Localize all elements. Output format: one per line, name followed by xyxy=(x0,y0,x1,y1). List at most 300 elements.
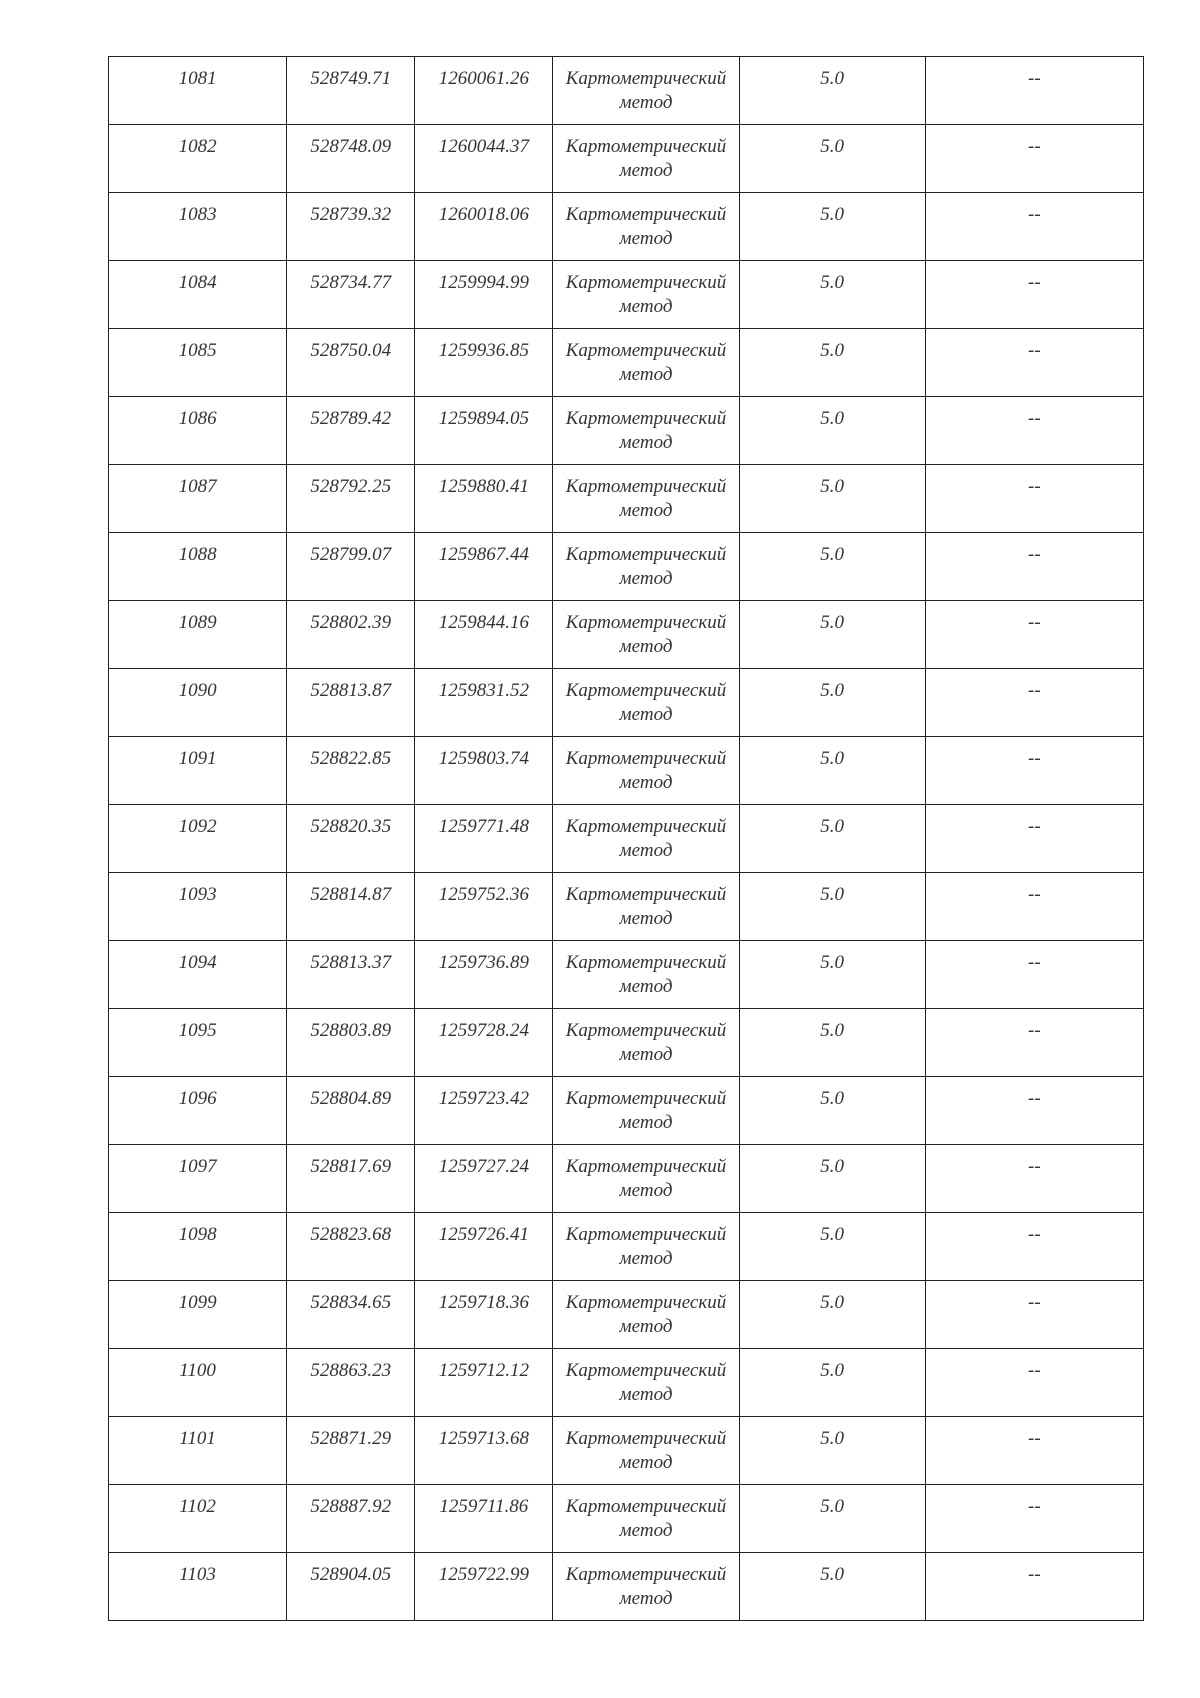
point-number-cell xyxy=(109,601,287,669)
accuracy-text: 5.0 xyxy=(820,612,845,633)
y-coordinate-cell xyxy=(415,57,553,125)
method-cell xyxy=(553,125,739,193)
table-row xyxy=(109,805,1144,873)
y-coordinate-text: 1260061.26 xyxy=(438,68,529,89)
description-text: -- xyxy=(1028,136,1041,157)
point-number-cell xyxy=(109,533,287,601)
method-cell xyxy=(553,1213,739,1281)
accuracy-text: 5.0 xyxy=(820,1088,845,1109)
point-number-text: 1090 xyxy=(178,680,217,701)
y-coordinate-text: 1259712.12 xyxy=(438,1360,529,1381)
y-coordinate-cell xyxy=(415,669,553,737)
point-number-cell xyxy=(109,1009,287,1077)
point-number-text: 1083 xyxy=(178,204,217,225)
description-text: -- xyxy=(1028,1224,1041,1245)
description-text: -- xyxy=(1028,68,1041,89)
description-cell xyxy=(925,1553,1143,1621)
method-text: Картометрический метод xyxy=(565,884,727,929)
y-coordinate-text: 1259994.99 xyxy=(438,272,529,293)
method-cell xyxy=(553,601,739,669)
method-cell xyxy=(553,1077,739,1145)
point-number-text: 1096 xyxy=(178,1088,217,1109)
y-coordinate-text: 1259727.24 xyxy=(438,1156,529,1177)
x-coordinate-cell xyxy=(287,1077,415,1145)
table-row xyxy=(109,669,1144,737)
x-coordinate-text: 528834.65 xyxy=(310,1292,392,1313)
x-coordinate-text: 528813.87 xyxy=(310,680,392,701)
accuracy-text: 5.0 xyxy=(820,476,845,497)
point-number-cell xyxy=(109,737,287,805)
method-cell xyxy=(553,805,739,873)
method-cell xyxy=(553,1009,739,1077)
y-coordinate-cell xyxy=(415,397,553,465)
x-coordinate-cell xyxy=(287,261,415,329)
description-cell xyxy=(925,805,1143,873)
description-text: -- xyxy=(1028,1564,1041,1585)
x-coordinate-text: 528799.07 xyxy=(310,544,392,565)
point-number-cell xyxy=(109,329,287,397)
y-coordinate-cell xyxy=(415,261,553,329)
point-number-text: 1100 xyxy=(179,1360,216,1381)
description-cell xyxy=(925,1349,1143,1417)
x-coordinate-cell xyxy=(287,1145,415,1213)
point-number-cell xyxy=(109,193,287,261)
accuracy-text: 5.0 xyxy=(820,1020,845,1041)
table-row xyxy=(109,1485,1144,1553)
y-coordinate-cell xyxy=(415,1077,553,1145)
accuracy-text: 5.0 xyxy=(820,1360,845,1381)
method-text: Картометрический метод xyxy=(565,544,727,589)
y-coordinate-text: 1259894.05 xyxy=(438,408,529,429)
description-text: -- xyxy=(1028,476,1041,497)
x-coordinate-text: 528871.29 xyxy=(310,1428,392,1449)
accuracy-text: 5.0 xyxy=(820,748,845,769)
x-coordinate-cell xyxy=(287,1553,415,1621)
x-coordinate-cell xyxy=(287,397,415,465)
accuracy-cell xyxy=(739,669,925,737)
y-coordinate-cell xyxy=(415,873,553,941)
y-coordinate-cell xyxy=(415,1281,553,1349)
x-coordinate-text: 528802.39 xyxy=(310,612,392,633)
point-number-cell xyxy=(109,1553,287,1621)
x-coordinate-text: 528863.23 xyxy=(310,1360,392,1381)
y-coordinate-cell xyxy=(415,1145,553,1213)
table-row xyxy=(109,1553,1144,1621)
y-coordinate-text: 1260018.06 xyxy=(438,204,529,225)
x-coordinate-text: 528820.35 xyxy=(310,816,392,837)
description-cell xyxy=(925,601,1143,669)
method-text: Картометрический метод xyxy=(565,204,727,249)
method-cell xyxy=(553,1349,739,1417)
table-row xyxy=(109,465,1144,533)
accuracy-cell xyxy=(739,261,925,329)
y-coordinate-text: 1259936.85 xyxy=(438,340,529,361)
x-coordinate-text: 528739.32 xyxy=(310,204,392,225)
point-number-text: 1103 xyxy=(179,1564,216,1585)
description-text: -- xyxy=(1028,612,1041,633)
point-number-cell xyxy=(109,57,287,125)
method-cell xyxy=(553,533,739,601)
method-cell xyxy=(553,873,739,941)
method-cell xyxy=(553,1417,739,1485)
method-cell xyxy=(553,1553,739,1621)
table-row xyxy=(109,1009,1144,1077)
accuracy-text: 5.0 xyxy=(820,1156,845,1177)
method-cell xyxy=(553,1485,739,1553)
x-coordinate-text: 528734.77 xyxy=(310,272,392,293)
description-text: -- xyxy=(1028,408,1041,429)
x-coordinate-text: 528748.09 xyxy=(310,136,392,157)
y-coordinate-text: 1259880.41 xyxy=(438,476,529,497)
y-coordinate-text: 1259728.24 xyxy=(438,1020,529,1041)
method-text: Картометрический метод xyxy=(565,816,727,861)
method-text: Картометрический метод xyxy=(565,1088,727,1133)
method-cell xyxy=(553,465,739,533)
method-text: Картометрический метод xyxy=(565,1496,727,1541)
description-cell xyxy=(925,465,1143,533)
method-text: Картометрический метод xyxy=(565,1292,727,1337)
accuracy-cell xyxy=(739,397,925,465)
point-number-text: 1099 xyxy=(178,1292,217,1313)
accuracy-text: 5.0 xyxy=(820,1292,845,1313)
accuracy-cell xyxy=(739,193,925,261)
accuracy-text: 5.0 xyxy=(820,680,845,701)
y-coordinate-text: 1259831.52 xyxy=(438,680,529,701)
method-text: Картометрический метод xyxy=(565,1428,727,1473)
method-text: Картометрический метод xyxy=(565,1224,727,1269)
point-number-text: 1092 xyxy=(178,816,217,837)
accuracy-cell xyxy=(739,601,925,669)
x-coordinate-cell xyxy=(287,1281,415,1349)
accuracy-text: 5.0 xyxy=(820,952,845,973)
y-coordinate-cell xyxy=(415,1553,553,1621)
point-number-text: 1082 xyxy=(178,136,217,157)
description-cell xyxy=(925,1417,1143,1485)
table-row xyxy=(109,737,1144,805)
method-cell xyxy=(553,193,739,261)
point-number-text: 1081 xyxy=(178,68,217,89)
description-cell xyxy=(925,57,1143,125)
description-cell xyxy=(925,125,1143,193)
method-text: Картометрический метод xyxy=(565,612,727,657)
accuracy-text: 5.0 xyxy=(820,1224,845,1245)
x-coordinate-cell xyxy=(287,1349,415,1417)
y-coordinate-text: 1259752.36 xyxy=(438,884,529,905)
x-coordinate-cell xyxy=(287,193,415,261)
accuracy-text: 5.0 xyxy=(820,884,845,905)
method-text: Картометрический метод xyxy=(565,340,727,385)
point-number-cell xyxy=(109,669,287,737)
y-coordinate-cell xyxy=(415,1213,553,1281)
point-number-cell xyxy=(109,1417,287,1485)
method-text: Картометрический метод xyxy=(565,68,727,113)
y-coordinate-cell xyxy=(415,193,553,261)
accuracy-cell xyxy=(739,125,925,193)
point-number-cell xyxy=(109,873,287,941)
y-coordinate-text: 1259844.16 xyxy=(438,612,529,633)
accuracy-cell xyxy=(739,465,925,533)
y-coordinate-text: 1259803.74 xyxy=(438,748,529,769)
x-coordinate-text: 528823.68 xyxy=(310,1224,392,1245)
y-coordinate-text: 1259713.68 xyxy=(438,1428,529,1449)
point-number-text: 1085 xyxy=(178,340,217,361)
method-text: Картометрический метод xyxy=(565,136,727,181)
description-cell xyxy=(925,1485,1143,1553)
x-coordinate-cell xyxy=(287,737,415,805)
point-number-text: 1101 xyxy=(179,1428,216,1449)
description-cell xyxy=(925,397,1143,465)
y-coordinate-text: 1259771.48 xyxy=(438,816,529,837)
description-cell xyxy=(925,1213,1143,1281)
method-cell xyxy=(553,1281,739,1349)
description-text: -- xyxy=(1028,1496,1041,1517)
accuracy-cell xyxy=(739,1145,925,1213)
y-coordinate-text: 1259718.36 xyxy=(438,1292,529,1313)
accuracy-text: 5.0 xyxy=(820,1428,845,1449)
method-cell xyxy=(553,669,739,737)
table-row xyxy=(109,533,1144,601)
description-text: -- xyxy=(1028,1428,1041,1449)
description-text: -- xyxy=(1028,1360,1041,1381)
x-coordinate-text: 528887.92 xyxy=(310,1496,392,1517)
method-text: Картометрический метод xyxy=(565,1020,727,1065)
accuracy-text: 5.0 xyxy=(820,272,845,293)
method-text: Картометрический метод xyxy=(565,1156,727,1201)
accuracy-cell xyxy=(739,941,925,1009)
accuracy-text: 5.0 xyxy=(820,816,845,837)
x-coordinate-cell xyxy=(287,601,415,669)
method-cell xyxy=(553,737,739,805)
description-text: -- xyxy=(1028,272,1041,293)
point-number-text: 1088 xyxy=(178,544,217,565)
method-cell xyxy=(553,57,739,125)
x-coordinate-text: 528749.71 xyxy=(310,68,392,89)
description-cell xyxy=(925,873,1143,941)
point-number-text: 1089 xyxy=(178,612,217,633)
y-coordinate-text: 1259867.44 xyxy=(438,544,529,565)
x-coordinate-text: 528814.87 xyxy=(310,884,392,905)
x-coordinate-cell xyxy=(287,669,415,737)
accuracy-cell xyxy=(739,1553,925,1621)
accuracy-text: 5.0 xyxy=(820,136,845,157)
table-row xyxy=(109,1077,1144,1145)
table-row xyxy=(109,193,1144,261)
method-text: Картометрический метод xyxy=(565,748,727,793)
y-coordinate-text: 1259726.41 xyxy=(438,1224,529,1245)
coordinates-table xyxy=(108,56,1144,1621)
x-coordinate-cell xyxy=(287,533,415,601)
description-text: -- xyxy=(1028,680,1041,701)
accuracy-cell xyxy=(739,1009,925,1077)
point-number-text: 1084 xyxy=(178,272,217,293)
method-cell xyxy=(553,941,739,1009)
description-cell xyxy=(925,193,1143,261)
y-coordinate-cell xyxy=(415,1485,553,1553)
description-cell xyxy=(925,737,1143,805)
point-number-cell xyxy=(109,125,287,193)
point-number-cell xyxy=(109,1349,287,1417)
accuracy-cell xyxy=(739,805,925,873)
point-number-text: 1102 xyxy=(179,1496,216,1517)
y-coordinate-cell xyxy=(415,941,553,1009)
point-number-cell xyxy=(109,941,287,1009)
method-text: Картометрический метод xyxy=(565,952,727,997)
table-row xyxy=(109,873,1144,941)
x-coordinate-text: 528750.04 xyxy=(310,340,392,361)
x-coordinate-text: 528804.89 xyxy=(310,1088,392,1109)
x-coordinate-text: 528803.89 xyxy=(310,1020,392,1041)
point-number-text: 1086 xyxy=(178,408,217,429)
description-text: -- xyxy=(1028,204,1041,225)
x-coordinate-cell xyxy=(287,1213,415,1281)
point-number-cell xyxy=(109,1281,287,1349)
description-cell xyxy=(925,261,1143,329)
accuracy-cell xyxy=(739,1213,925,1281)
y-coordinate-cell xyxy=(415,1417,553,1485)
method-text: Картометрический метод xyxy=(565,680,727,725)
point-number-text: 1093 xyxy=(178,884,217,905)
point-number-cell xyxy=(109,1077,287,1145)
accuracy-text: 5.0 xyxy=(820,544,845,565)
description-text: -- xyxy=(1028,340,1041,361)
table-row xyxy=(109,397,1144,465)
point-number-text: 1087 xyxy=(178,476,217,497)
table-row xyxy=(109,1213,1144,1281)
description-cell xyxy=(925,329,1143,397)
point-number-cell xyxy=(109,261,287,329)
x-coordinate-cell xyxy=(287,1009,415,1077)
method-cell xyxy=(553,1145,739,1213)
y-coordinate-cell xyxy=(415,805,553,873)
description-text: -- xyxy=(1028,1020,1041,1041)
description-cell xyxy=(925,533,1143,601)
y-coordinate-cell xyxy=(415,737,553,805)
x-coordinate-text: 528792.25 xyxy=(310,476,392,497)
accuracy-cell xyxy=(739,1349,925,1417)
point-number-cell xyxy=(109,1485,287,1553)
x-coordinate-text: 528822.85 xyxy=(310,748,392,769)
table-row xyxy=(109,329,1144,397)
point-number-text: 1091 xyxy=(178,748,217,769)
accuracy-text: 5.0 xyxy=(820,204,845,225)
y-coordinate-text: 1259711.86 xyxy=(439,1496,529,1517)
point-number-cell xyxy=(109,1145,287,1213)
x-coordinate-cell xyxy=(287,873,415,941)
y-coordinate-cell xyxy=(415,533,553,601)
table-row xyxy=(109,57,1144,125)
table-row xyxy=(109,941,1144,1009)
method-cell xyxy=(553,261,739,329)
x-coordinate-text: 528813.37 xyxy=(310,952,392,973)
description-text: -- xyxy=(1028,1088,1041,1109)
method-text: Картометрический метод xyxy=(565,1360,727,1405)
description-cell xyxy=(925,1145,1143,1213)
method-text: Картометрический метод xyxy=(565,408,727,453)
point-number-text: 1094 xyxy=(178,952,217,973)
x-coordinate-cell xyxy=(287,329,415,397)
x-coordinate-cell xyxy=(287,1485,415,1553)
y-coordinate-text: 1259722.99 xyxy=(438,1564,529,1585)
y-coordinate-text: 1260044.37 xyxy=(438,136,529,157)
accuracy-cell xyxy=(739,1077,925,1145)
y-coordinate-cell xyxy=(415,1009,553,1077)
x-coordinate-cell xyxy=(287,57,415,125)
x-coordinate-text: 528904.05 xyxy=(310,1564,392,1585)
description-cell xyxy=(925,1077,1143,1145)
description-text: -- xyxy=(1028,1156,1041,1177)
table-row xyxy=(109,1145,1144,1213)
method-text: Картометрический метод xyxy=(565,1564,727,1609)
x-coordinate-cell xyxy=(287,805,415,873)
accuracy-text: 5.0 xyxy=(820,408,845,429)
x-coordinate-cell xyxy=(287,941,415,1009)
accuracy-cell xyxy=(739,873,925,941)
accuracy-cell xyxy=(739,1485,925,1553)
method-cell xyxy=(553,397,739,465)
table-row xyxy=(109,1349,1144,1417)
y-coordinate-cell xyxy=(415,1349,553,1417)
document-page xyxy=(108,56,1144,1621)
point-number-cell xyxy=(109,397,287,465)
method-text: Картометрический метод xyxy=(565,476,727,521)
x-coordinate-text: 528817.69 xyxy=(310,1156,392,1177)
method-text: Картометрический метод xyxy=(565,272,727,317)
method-cell xyxy=(553,329,739,397)
description-cell xyxy=(925,1281,1143,1349)
point-number-text: 1098 xyxy=(178,1224,217,1245)
point-number-cell xyxy=(109,465,287,533)
accuracy-text: 5.0 xyxy=(820,1564,845,1585)
point-number-cell xyxy=(109,1213,287,1281)
x-coordinate-cell xyxy=(287,125,415,193)
y-coordinate-text: 1259723.42 xyxy=(438,1088,529,1109)
accuracy-cell xyxy=(739,1417,925,1485)
point-number-text: 1095 xyxy=(178,1020,217,1041)
accuracy-text: 5.0 xyxy=(820,340,845,361)
accuracy-cell xyxy=(739,57,925,125)
description-text: -- xyxy=(1028,952,1041,973)
accuracy-cell xyxy=(739,329,925,397)
x-coordinate-text: 528789.42 xyxy=(310,408,392,429)
description-text: -- xyxy=(1028,884,1041,905)
accuracy-cell xyxy=(739,1281,925,1349)
x-coordinate-cell xyxy=(287,1417,415,1485)
y-coordinate-cell xyxy=(415,329,553,397)
description-text: -- xyxy=(1028,544,1041,565)
x-coordinate-cell xyxy=(287,465,415,533)
description-text: -- xyxy=(1028,816,1041,837)
accuracy-cell xyxy=(739,737,925,805)
table-row xyxy=(109,1281,1144,1349)
point-number-cell xyxy=(109,805,287,873)
accuracy-text: 5.0 xyxy=(820,68,845,89)
description-cell xyxy=(925,669,1143,737)
y-coordinate-cell xyxy=(415,601,553,669)
description-text: -- xyxy=(1028,748,1041,769)
description-text: -- xyxy=(1028,1292,1041,1313)
accuracy-cell xyxy=(739,533,925,601)
table-body xyxy=(109,57,1144,1621)
table-row xyxy=(109,601,1144,669)
description-cell xyxy=(925,1009,1143,1077)
y-coordinate-text: 1259736.89 xyxy=(438,952,529,973)
table-row xyxy=(109,1417,1144,1485)
y-coordinate-cell xyxy=(415,465,553,533)
table-row xyxy=(109,125,1144,193)
accuracy-text: 5.0 xyxy=(820,1496,845,1517)
point-number-text: 1097 xyxy=(178,1156,217,1177)
y-coordinate-cell xyxy=(415,125,553,193)
